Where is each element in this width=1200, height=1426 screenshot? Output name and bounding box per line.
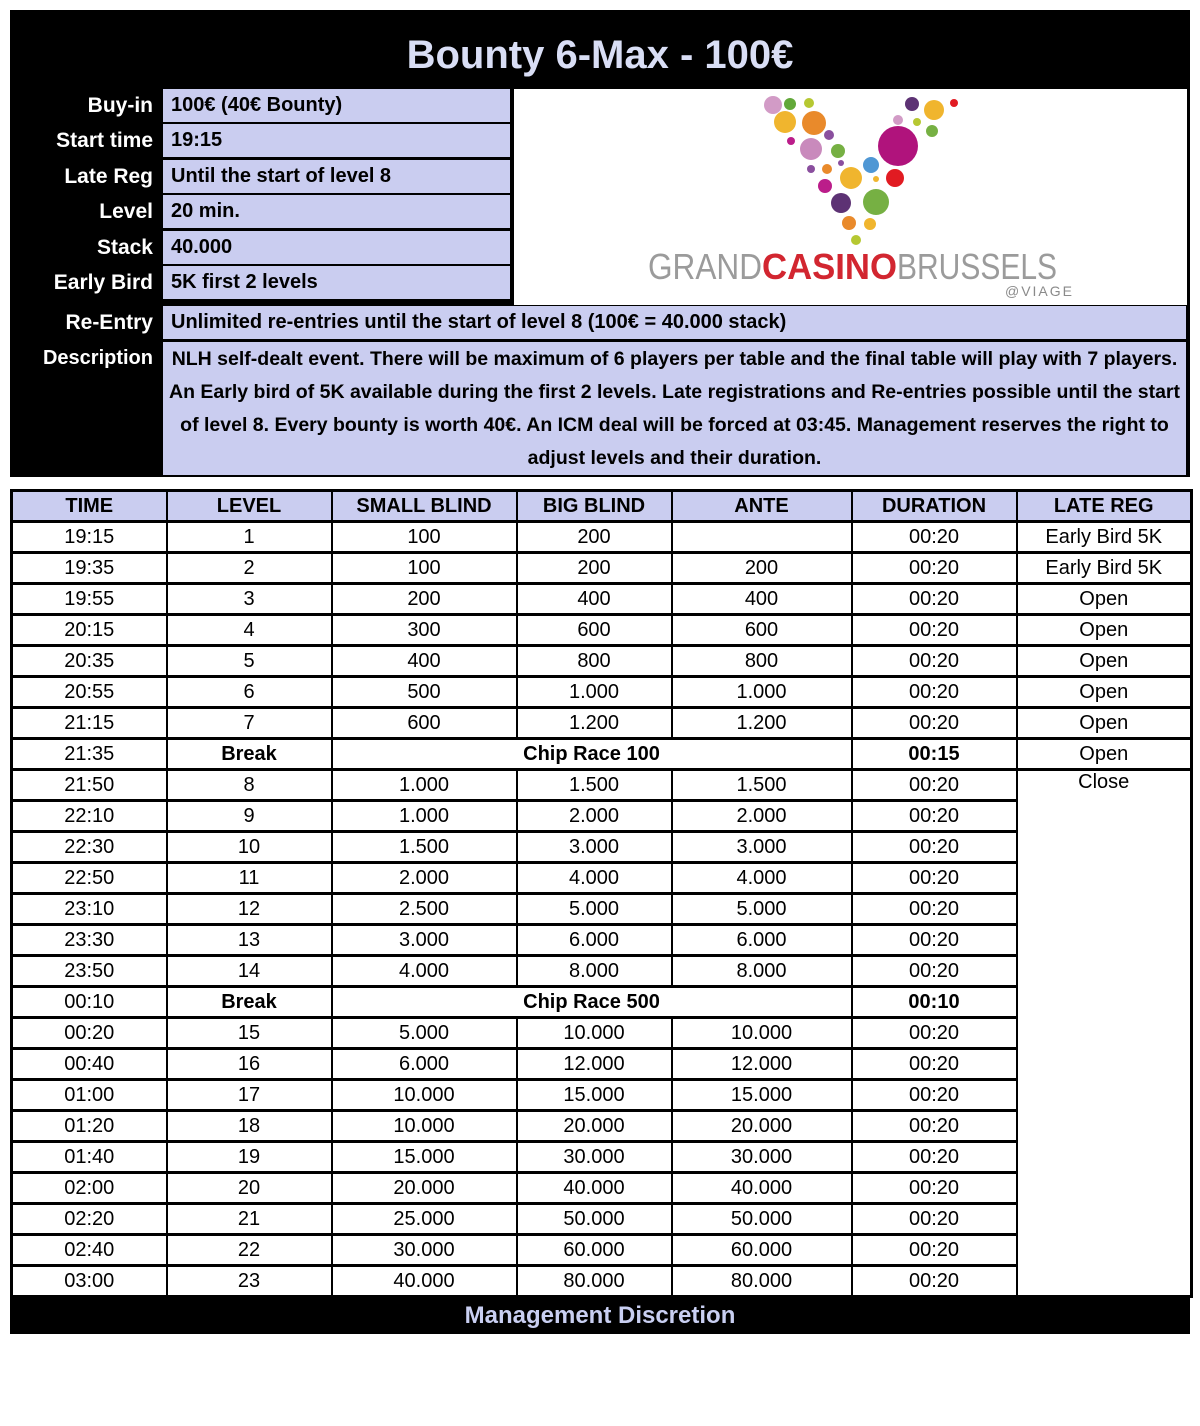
duration-cell: 00:15 [852,739,1017,770]
small-blind-cell: 10.000 [332,1080,517,1111]
info-field-value: 20 min. [163,195,510,228]
level-row [12,708,1192,739]
ante-cell: 200 [672,553,852,584]
level-row [12,1018,1192,1049]
level-row [12,584,1192,615]
small-blind-cell: 500 [332,677,517,708]
duration-cell: 00:20 [852,1018,1017,1049]
big-blind-cell: 200 [517,553,672,584]
ante-cell: 30.000 [672,1142,852,1173]
level-row [12,832,1192,863]
ante-cell: 50.000 [672,1204,852,1235]
duration-cell: 00:10 [852,987,1017,1018]
small-blind-cell: 40.000 [332,1266,517,1297]
duration-cell: 00:20 [852,863,1017,894]
footer-text: Management Discretion [464,1302,736,1329]
level-row [12,522,1192,553]
time-cell: 19:55 [12,584,167,615]
time-cell: 00:20 [12,1018,167,1049]
small-blind-cell: 25.000 [332,1204,517,1235]
re-entry-row [10,306,1186,339]
info-field-label: Early Bird [53,271,153,294]
info-field-row [10,231,510,264]
ante-cell: 3.000 [672,832,852,863]
ante-cell: 60.000 [672,1235,852,1266]
time-cell: 00:40 [12,1049,167,1080]
late-reg-cell: Open [1017,708,1192,739]
ante-cell: 600 [672,615,852,646]
small-blind-cell: 400 [332,646,517,677]
ante-cell: 1.500 [672,770,852,801]
big-blind-cell: 60.000 [517,1235,672,1266]
duration-cell: 00:20 [852,553,1017,584]
table-body [12,522,1192,1297]
duration-cell: 00:20 [852,1080,1017,1111]
duration-cell: 00:20 [852,1266,1017,1297]
duration-cell: 00:20 [852,615,1017,646]
small-blind-cell: 100 [332,553,517,584]
duration-cell: 00:20 [852,1111,1017,1142]
info-field-value: 5K first 2 levels [163,266,510,299]
logo-word-brussels: BRUSSELS [897,246,1057,287]
big-blind-cell: 8.000 [517,956,672,987]
ante-cell: 40.000 [672,1173,852,1204]
late-reg-cell: Early Bird 5K [1017,553,1192,584]
level-cell: 8 [167,770,332,801]
info-field-row [10,266,510,299]
casino-logo [514,89,1187,305]
time-cell: 23:50 [12,956,167,987]
duration-cell: 00:20 [852,1142,1017,1173]
small-blind-cell: 15.000 [332,1142,517,1173]
late-reg-closed-cell: Close [1017,770,1192,1297]
time-cell: 20:35 [12,646,167,677]
level-cell: 3 [167,584,332,615]
big-blind-cell: 2.000 [517,801,672,832]
level-row [12,1266,1192,1297]
small-blind-cell: 5.000 [332,1018,517,1049]
duration-cell: 00:20 [852,708,1017,739]
description-row [10,342,1186,475]
info-field-label: Start time [56,129,153,152]
small-blind-cell: 4.000 [332,956,517,987]
break-label-cell: Break [167,739,332,770]
ante-cell: 6.000 [672,925,852,956]
time-cell: 02:20 [12,1204,167,1235]
duration-cell: 00:20 [852,1049,1017,1080]
big-blind-cell: 1.000 [517,677,672,708]
ante-cell: 80.000 [672,1266,852,1297]
duration-cell: 00:20 [852,832,1017,863]
big-blind-cell: 12.000 [517,1049,672,1080]
level-cell: 15 [167,1018,332,1049]
ante-cell: 8.000 [672,956,852,987]
time-cell: 21:15 [12,708,167,739]
big-blind-cell: 1.500 [517,770,672,801]
level-row [12,553,1192,584]
re-entry-value: Unlimited re-entries until the start of level 8 (100€ = 40.000 stack) [163,306,1186,339]
info-field-row [10,160,510,193]
level-row [12,615,1192,646]
info-field-label: Level [99,200,153,223]
ante-cell: 2.000 [672,801,852,832]
column-header: LATE REG [1017,491,1192,522]
small-blind-cell: 3.000 [332,925,517,956]
level-cell: 6 [167,677,332,708]
small-blind-cell: 1.000 [332,770,517,801]
duration-cell: 00:20 [852,801,1017,832]
time-cell: 02:00 [12,1173,167,1204]
description-label: Description [42,347,153,369]
duration-cell: 00:20 [852,646,1017,677]
big-blind-cell: 40.000 [517,1173,672,1204]
big-blind-cell: 20.000 [517,1111,672,1142]
column-header: DURATION [852,491,1017,522]
info-field-row [10,89,510,122]
duration-cell: 00:20 [852,584,1017,615]
ante-cell: 20.000 [672,1111,852,1142]
level-row [12,677,1192,708]
level-cell: 11 [167,863,332,894]
duration-cell: 00:20 [852,677,1017,708]
tournament-title: Bounty 6-Max - 100€ [406,33,794,77]
casino-logo-v-icon [514,89,1187,305]
ante-cell [672,522,852,553]
small-blind-cell: 2.500 [332,894,517,925]
info-field-label: Buy-in [87,94,153,117]
time-cell: 22:50 [12,863,167,894]
info-field-value: 40.000 [163,231,510,264]
time-cell: 02:40 [12,1235,167,1266]
break-note-cell: Chip Race 500 [332,987,852,1018]
ante-cell: 4.000 [672,863,852,894]
level-row [12,1111,1192,1142]
column-header: ANTE [672,491,852,522]
level-cell: 23 [167,1266,332,1297]
info-field-label: Stack [96,236,153,259]
column-header: BIG BLIND [517,491,672,522]
time-cell: 22:30 [12,832,167,863]
small-blind-cell: 2.000 [332,863,517,894]
level-cell: 4 [167,615,332,646]
time-cell: 20:15 [12,615,167,646]
logo-word-casino: CASINO [762,246,897,287]
ante-cell: 800 [672,646,852,677]
time-cell: 20:55 [12,677,167,708]
big-blind-cell: 15.000 [517,1080,672,1111]
time-cell: 03:00 [12,1266,167,1297]
level-cell: 18 [167,1111,332,1142]
structure-table-wrap [10,489,1190,1334]
ante-cell: 10.000 [672,1018,852,1049]
level-row [12,863,1192,894]
level-row [12,1235,1192,1266]
logo-tagline-viage: @VIAGE [1004,283,1074,299]
ante-cell: 15.000 [672,1080,852,1111]
info-field-row [10,195,510,228]
level-cell: 13 [167,925,332,956]
break-label-cell: Break [167,987,332,1018]
level-cell: 22 [167,1235,332,1266]
ante-cell: 5.000 [672,894,852,925]
break-note-cell: Chip Race 100 [332,739,852,770]
time-cell: 00:10 [12,987,167,1018]
level-row [12,894,1192,925]
info-field-label: Late Reg [64,165,153,188]
ante-cell: 12.000 [672,1049,852,1080]
late-reg-cell: Early Bird 5K [1017,522,1192,553]
small-blind-cell: 1.000 [332,801,517,832]
big-blind-cell: 6.000 [517,925,672,956]
late-reg-cell: Open [1017,615,1192,646]
duration-cell: 00:20 [852,956,1017,987]
table-header-row [12,491,1192,522]
duration-cell: 00:20 [852,1204,1017,1235]
level-cell: 5 [167,646,332,677]
small-blind-cell: 20.000 [332,1173,517,1204]
level-row [12,1142,1192,1173]
big-blind-cell: 600 [517,615,672,646]
big-blind-cell: 1.200 [517,708,672,739]
late-reg-cell: Open [1017,739,1192,770]
small-blind-cell: 200 [332,584,517,615]
big-blind-cell: 400 [517,584,672,615]
re-entry-label: Re-Entry [65,311,153,334]
logo-word-grand: GRAND [648,246,762,287]
big-blind-cell: 200 [517,522,672,553]
big-blind-cell: 80.000 [517,1266,672,1297]
duration-cell: 00:20 [852,522,1017,553]
time-cell: 19:15 [12,522,167,553]
level-cell: 19 [167,1142,332,1173]
column-header: TIME [12,491,167,522]
level-row [12,646,1192,677]
break-row [12,987,1192,1018]
level-cell: 16 [167,1049,332,1080]
level-cell: 9 [167,801,332,832]
big-blind-cell: 3.000 [517,832,672,863]
level-row [12,770,1192,801]
level-cell: 20 [167,1173,332,1204]
late-reg-cell: Open [1017,646,1192,677]
big-blind-cell: 4.000 [517,863,672,894]
level-row [12,1049,1192,1080]
small-blind-cell: 6.000 [332,1049,517,1080]
small-blind-cell: 1.500 [332,832,517,863]
level-cell: 12 [167,894,332,925]
time-cell: 01:00 [12,1080,167,1111]
level-cell: 10 [167,832,332,863]
small-blind-cell: 600 [332,708,517,739]
small-blind-cell: 100 [332,522,517,553]
level-cell: 1 [167,522,332,553]
small-blind-cell: 10.000 [332,1111,517,1142]
info-field-value: 100€ (40€ Bounty) [163,89,510,122]
ante-cell: 1.000 [672,677,852,708]
big-blind-cell: 5.000 [517,894,672,925]
big-blind-cell: 800 [517,646,672,677]
header-panel [10,10,1190,477]
time-cell: 01:20 [12,1111,167,1142]
level-cell: 14 [167,956,332,987]
level-row [12,1080,1192,1111]
info-field-value: Until the start of level 8 [163,160,510,193]
duration-cell: 00:20 [852,894,1017,925]
duration-cell: 00:20 [852,1173,1017,1204]
time-cell: 21:35 [12,739,167,770]
time-cell: 01:40 [12,1142,167,1173]
info-field-value: 19:15 [163,124,510,157]
info-field-row [10,124,510,157]
ante-cell: 1.200 [672,708,852,739]
structure-table [10,489,1193,1298]
time-cell: 22:10 [12,801,167,832]
late-reg-cell: Open [1017,677,1192,708]
level-cell: 21 [167,1204,332,1235]
level-row [12,801,1192,832]
late-reg-cell: Open [1017,584,1192,615]
level-row [12,1204,1192,1235]
break-row [12,739,1192,770]
level-row [12,956,1192,987]
time-cell: 19:35 [12,553,167,584]
column-header: SMALL BLIND [332,491,517,522]
duration-cell: 00:20 [852,1235,1017,1266]
level-row [12,1173,1192,1204]
level-cell: 2 [167,553,332,584]
ante-cell: 400 [672,584,852,615]
level-cell: 17 [167,1080,332,1111]
duration-cell: 00:20 [852,925,1017,956]
description-value: NLH self-dealt event. There will be maximum of 6 players per table and the final table will play with 7 players. An Early bird of 5K available during the first 2 levels. Late registrations and Re-entries possible until the start of level 8. Every bounty is worth 40€. An ICM deal will be forced at 03:45. Management reserves the right to adjust levels and their duration. [163,342,1186,475]
footer-bar [10,1298,1190,1334]
level-cell: 7 [167,708,332,739]
small-blind-cell: 300 [332,615,517,646]
level-row [12,925,1192,956]
big-blind-cell: 50.000 [517,1204,672,1235]
big-blind-cell: 10.000 [517,1018,672,1049]
time-cell: 21:50 [12,770,167,801]
time-cell: 23:30 [12,925,167,956]
column-header: LEVEL [167,491,332,522]
big-blind-cell: 30.000 [517,1142,672,1173]
small-blind-cell: 30.000 [332,1235,517,1266]
duration-cell: 00:20 [852,770,1017,801]
time-cell: 23:10 [12,894,167,925]
